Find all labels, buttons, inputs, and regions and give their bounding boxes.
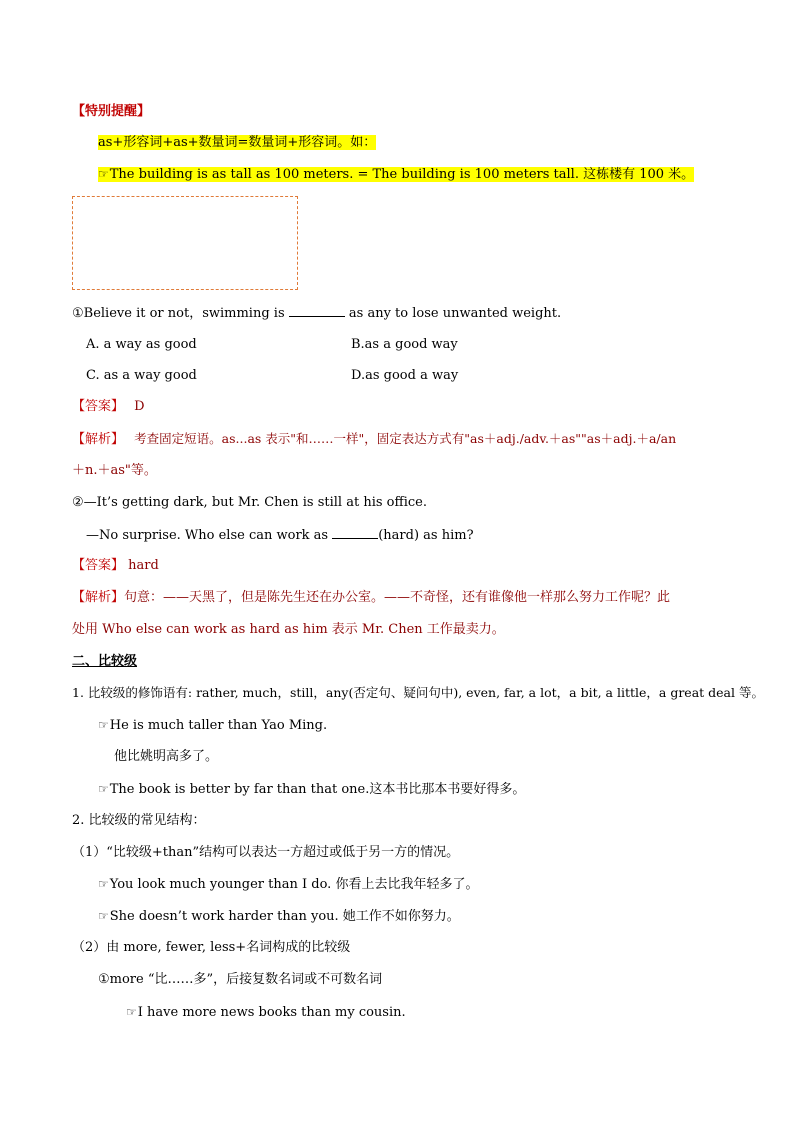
image-placeholder-box xyxy=(72,196,298,290)
q1-option-a: A. a way as good xyxy=(86,337,197,352)
q2-answer xyxy=(72,557,159,575)
section2-sub2a: ①more “比……多”，后接复数名词或不可数名词 xyxy=(98,972,383,987)
section2-example3-text: You look much younger than I do. 你看上去比我年轻多了。 xyxy=(109,877,479,892)
reminder-example-text: The building is as tall as 100 meters. = The building is 100 meters tall. 这栋楼有 100 米。 xyxy=(109,167,695,182)
section2-heading-text: 二、比较级 xyxy=(72,654,138,669)
q1-option-b: B.as a good way xyxy=(351,337,458,352)
pointing-hand-icon: ☞ xyxy=(98,909,109,923)
q2-analysis-line1: 句意：——天黑了，但是陈先生还在办公室。——不奇怪，还有谁像他一样那么努力工作呢？此 xyxy=(124,590,671,605)
q2-line2 xyxy=(86,526,474,545)
reminder-example xyxy=(98,165,694,184)
q2-answer-value: hard xyxy=(128,558,159,573)
q1-analysis xyxy=(72,430,676,449)
section2-example1 xyxy=(98,716,327,735)
q1-analysis-line1: 考查固定短语。as...as 表示"和……一样"，固定表达方式有"as＋adj./adv.＋as""as＋adj.＋a/an xyxy=(134,431,677,446)
reminder-rule xyxy=(98,134,376,152)
section2-sub1: （1）“比较级+than”结构可以表达一方超过或低于另一方的情况。 xyxy=(72,845,460,860)
section2-example4 xyxy=(98,907,460,926)
q2-analysis xyxy=(72,589,670,607)
section2-heading xyxy=(72,653,137,671)
q1-analysis-label: 【解析】 xyxy=(72,432,125,447)
q1-prefix: ①Believe it or not，swimming is xyxy=(72,306,285,321)
reminder-rule-text: as+形容词+as+数量词=数量词+形容词。如： xyxy=(98,135,377,150)
section2-example2-text: The book is better by far than that one.这本书比那本书要好得多。 xyxy=(109,782,526,797)
section2-example5-text: I have more news books than my cousin. xyxy=(137,1005,406,1020)
section2-item2: 2. 比较级的常见结构： xyxy=(72,813,206,828)
pointing-hand-icon: ☞ xyxy=(98,167,109,181)
q2-line2-suffix: (hard) as him? xyxy=(378,528,474,543)
pointing-hand-icon: ☞ xyxy=(98,718,109,732)
pointing-hand-icon: ☞ xyxy=(98,782,109,796)
q1-analysis-line2: ＋n.＋as"等。 xyxy=(72,463,157,478)
q1-blank xyxy=(289,304,345,317)
section2-example3 xyxy=(98,875,478,894)
section2-example1-translation: 他比姚明高多了。 xyxy=(114,749,219,764)
reminder-example-line xyxy=(98,167,694,182)
section2-example2 xyxy=(98,780,525,799)
section2-example1-text: He is much taller than Yao Ming. xyxy=(109,718,328,733)
pointing-hand-icon: ☞ xyxy=(98,877,109,891)
section2-example5 xyxy=(126,1003,406,1022)
q1-question xyxy=(72,304,561,323)
q1-suffix: as any to lose unwanted weight. xyxy=(348,306,562,321)
section2-sub2: （2）由 more, fewer, less+名词构成的比较级 xyxy=(72,940,351,955)
q1-answer xyxy=(72,398,145,416)
q2-analysis-label: 【解析】 xyxy=(72,590,125,605)
section2-example4-text: She doesn’t work harder than you. 她工作不如你努力。 xyxy=(109,909,460,924)
q2-answer-label: 【答案】 xyxy=(72,558,125,573)
q2-line1: ②—It’s getting dark, but Mr. Chen is still at his office. xyxy=(72,495,427,510)
pointing-hand-icon: ☞ xyxy=(126,1005,137,1019)
q1-answer-label: 【答案】 xyxy=(72,399,125,414)
q1-answer-value: D xyxy=(134,399,145,414)
q1-option-d: D.as good a way xyxy=(351,368,459,383)
q1-option-c: C. as a way good xyxy=(86,368,197,383)
reminder-title: 【特别提醒】 xyxy=(72,104,151,119)
q2-blank xyxy=(332,526,378,539)
section2-item1: 1. 比较级的修饰语有: rather, much，still，any(否定句、疑问句中), even, far, a lot，a bit, a little，a great deal 等。 xyxy=(72,685,764,700)
q2-analysis-line2: 处用 Who else can work as hard as him 表示 Mr. Chen 工作最卖力。 xyxy=(72,622,505,637)
q2-line2-prefix: —No surprise. Who else can work as xyxy=(86,528,329,543)
